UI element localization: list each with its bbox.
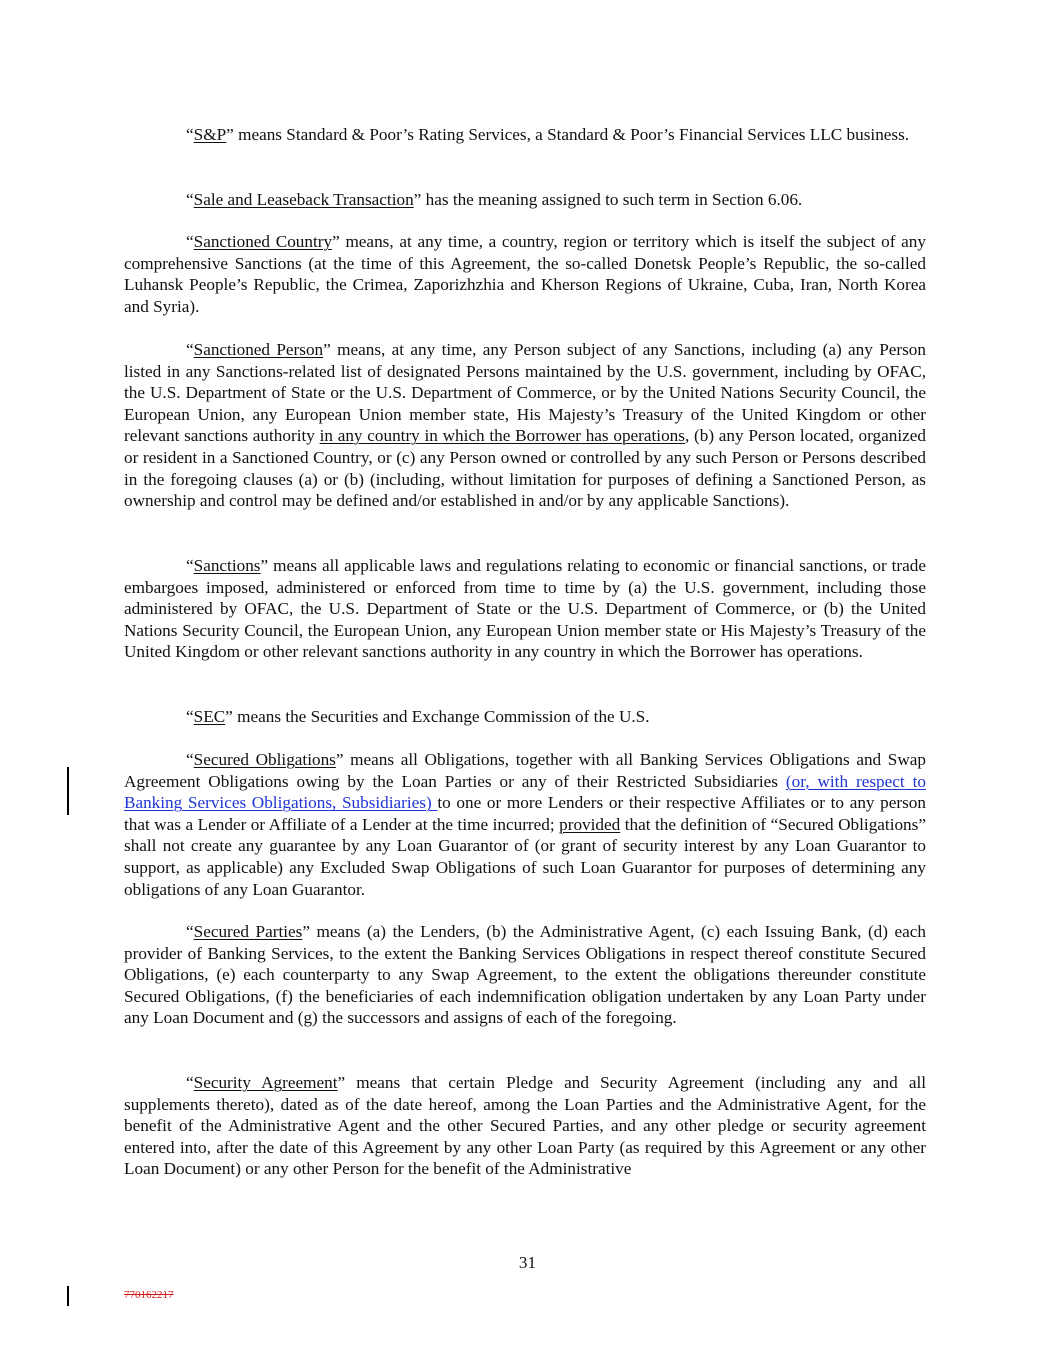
defined-term: S&P (193, 125, 227, 144)
provided-term: provided (559, 814, 621, 834)
definition-secured-parties: “Secured Parties” means (a) the Lenders, (b) the Administrative Agent, (c) each Issuing Bank, (d) each provider of Banking Services, to the extent the Banking Services Obligations in respect thereof constitute Secured Obligations, (e) each counterparty to any Swap Agreement, to the extent the obligations thereunder constitute Secured Obligations, (f) the beneficiaries of each indemnification obligation undertaken by any Loan Party under any Loan Document and (g) the successors and assigns of each of the foregoing. (124, 922, 927, 1028)
definition-text: means, at any time, a country, region or territory which is itself the subject of any comprehensive Sanctions (at the time of this Agreement, the so-called Donetsk People’s Republic, the so-called Luhansk People’s Republic, the Crimea, Zaporizhzhia and Kherson Regions of Ukraine, Cuba, Iran, North Korea and Syria). (124, 232, 926, 316)
defined-term: SEC (193, 707, 226, 726)
defined-term: Secured Obligations (193, 750, 336, 769)
definition-text: has the meaning assigned to such term in Section 6.06. (421, 190, 803, 209)
definition-sanctions: “Sanctions” means all applicable laws and regulations relating to economic or financial sanctions, or trade embargoes imposed, administered or enforced from time to time by (a) the U.S. government, including those administered by OFAC, the U.S. Department of State or the U.S. Department of Commerce, or (b) the United Nations Security Council, the European Union, any European Union member state or His Majesty’s Treasury of the United Kingdom or other relevant sanctions authority in any country in which the Borrower has operations. (124, 556, 926, 662)
definition-text: to one or more Lenders or their respective Affiliates or to any person that was a Lender or Affiliate of a Lender at the time incurred; (124, 793, 926, 834)
defined-term: Sale and Leaseback Transaction (193, 190, 414, 209)
definition-text: means that certain Pledge and Security Agreement (including any and all supplements thereto), dated as of the date hereof, among the Loan Parties and the Administrative Agent, for the benefit of the Administrative Agent and the other Secured Parties, and any other pledge or security agreement entered into, after the date of this Agreement by any other Loan Party (as required by this Agreement or any other Loan Document) or any other Person for the benefit of the Administrative (124, 1073, 926, 1179)
definition-secured-obligations: “Secured Obligations” means all Obligations, together with all Banking Services Obligations and Swap Agreement Obligations owing by the Loan Parties or any of their Restricted Subsidiaries (or, with respect to Banking Services Obligations, Subsidiaries) to one or more Lenders or their respective Affiliates or to any person that was a Lender or Affiliate of a Lender at the time incurred; provided that the definition of “Secured Obligations” shall not create any guarantee by any Loan Guarantor of (or grant of security interest by any Loan Guarantor to support, as applicable) any Excluded Swap Obligations of such Loan Guarantor for purposes of determining any obligations of any Loan Guarantor. (124, 750, 926, 899)
document-id-deleted: 770162217 (124, 1289, 174, 1301)
defined-term: Sanctioned Country (193, 232, 333, 251)
defined-term: Sanctioned Person (193, 340, 324, 359)
definition-sec: “SEC” means the Securities and Exchange Commission of the U.S. (186, 707, 650, 726)
definition-sp: “S&P” means Standard & Poor’s Rating Services, a Standard & Poor’s Financial Services LLC business. (186, 125, 910, 144)
inserted-revision-text: (or, with respect to Banking Services Obligations, Subsidiaries) (124, 771, 926, 813)
definition-sanctioned-person: “Sanctioned Person” means, at any time, any Person subject of any Sanctions, including (a) any Person listed in any Sanctions-related list of designated Persons maintained by the U.S. government, including by OFAC, the U.S. Department of State or the U.S. Department of Commerce, or by the United Nations Security Council, the European Union, any European Union member state, His Majesty’s Treasury of the United Kingdom or other relevant sanctions authority in any country in which the Borrower has operations, (b) any Person located, organized or resident in a Sanctioned Country, or (c) any Person owned or controlled by any such Person or Persons described in the foregoing clauses (a) or (b) (including, without limitation for purposes of defining a Sanctioned Person, as ownership and control may be defined and/or established in and/or by any applicable Sanctions). (124, 340, 926, 511)
definition-text: means all applicable laws and regulations relating to economic or financial sanctions, or trade embargoes imposed, administered or enforced from time to time by (a) the U.S. government, including those administered by OFAC, the U.S. Department of State or the U.S. Department of Commerce, or (b) the United Nations Security Council, the European Union, any European Union member state or His Majesty’s Treasury of the United Kingdom or other relevant sanctions authority in any country in which the Borrower has operations. (124, 556, 926, 662)
definition-text: means Standard & Poor’s Rating Services, a Standard & Poor’s Financial Services LLC business. (233, 125, 910, 144)
defined-term: Secured Parties (193, 922, 303, 941)
definition-security-agreement: “Security Agreement” means that certain Pledge and Security Agreement (including any and all supplements thereto), dated as of the date hereof, among the Loan Parties and the Administrative Agent, for the benefit of the Administrative Agent and the other Secured Parties, and any other pledge or security agreement entered into, after the date of this Agreement by any other Loan Party (as required by this Agreement or any other Loan Document) or any other Person for the benefit of the Administrative (124, 1073, 926, 1179)
change-bar (67, 767, 69, 815)
defined-term: Sanctions (193, 556, 261, 575)
definition-text: means the Securities and Exchange Commission of the U.S. (232, 707, 650, 726)
underlined-phrase: in any country in which the Borrower has operations (319, 426, 685, 446)
definition-text: means all Obligations, together with all Banking Services Obligations and Swap Agreement Obligations owing by the Loan Parties or any of their Restricted Subsidiaries (124, 750, 926, 791)
definition-text: that the definition of “Secured Obligations” shall not create any guarantee by any Loan Guarantor of (or grant of security interest by any Loan Guarantor to support, as applicable) any Excluded Swap Obligations of such Loan Guarantor for purposes of determining any obligations of any Loan Guarantor. (124, 814, 926, 899)
definition-sale-and-leaseback: “Sale and Leaseback Transaction” has the meaning assigned to such term in Section 6.06. (186, 190, 803, 209)
page-number: 31 (518, 1253, 537, 1272)
defined-term: Security Agreement (193, 1073, 338, 1092)
definition-text: means, at any time, any Person subject of any Sanctions, including (a) any Person listed in any Sanctions-related list of designated Persons maintained by the U.S. government, including by OFAC, the U.S. Department of State or the U.S. Department of Commerce, or by the United Nations Security Council, the European Union, any European Union member state, His Majesty’s Treasury of the United Kingdom or other relevant sanctions authority (124, 340, 926, 446)
definition-text: means (a) the Lenders, (b) the Administrative Agent, (c) each Issuing Bank, (d) each provider of Banking Services, to the extent the Banking Services Obligations in respect thereof constitute Secured Obligations, (e) each counterparty to any Swap Agreement, to the extent the obligations thereunder constitute Secured Obligations, (f) the beneficiaries of each indemnification obligation undertaken by any Loan Party under any Loan Document and (g) the successors and assigns of each of the foregoing. (124, 922, 927, 1028)
definition-text: , (b) any Person located, organized or resident in a Sanctioned Country, or (c) any Person owned or controlled by any such Person or Persons described in the foregoing clauses (a) or (b) (including, without limitation for purposes of defining a Sanctioned Person, as ownership and control may be defined and/or established in and/or by any applicable Sanctions). (124, 426, 926, 511)
definition-sanctioned-country: “Sanctioned Country” means, at any time, a country, region or territory which is itself the subject of any comprehensive Sanctions (at the time of this Agreement, the so-called Donetsk People’s Republic, the so-called Luhansk People’s Republic, the Crimea, Zaporizhzhia and Kherson Regions of Ukraine, Cuba, Iran, North Korea and Syria). (124, 232, 926, 316)
change-bar (67, 1286, 69, 1306)
